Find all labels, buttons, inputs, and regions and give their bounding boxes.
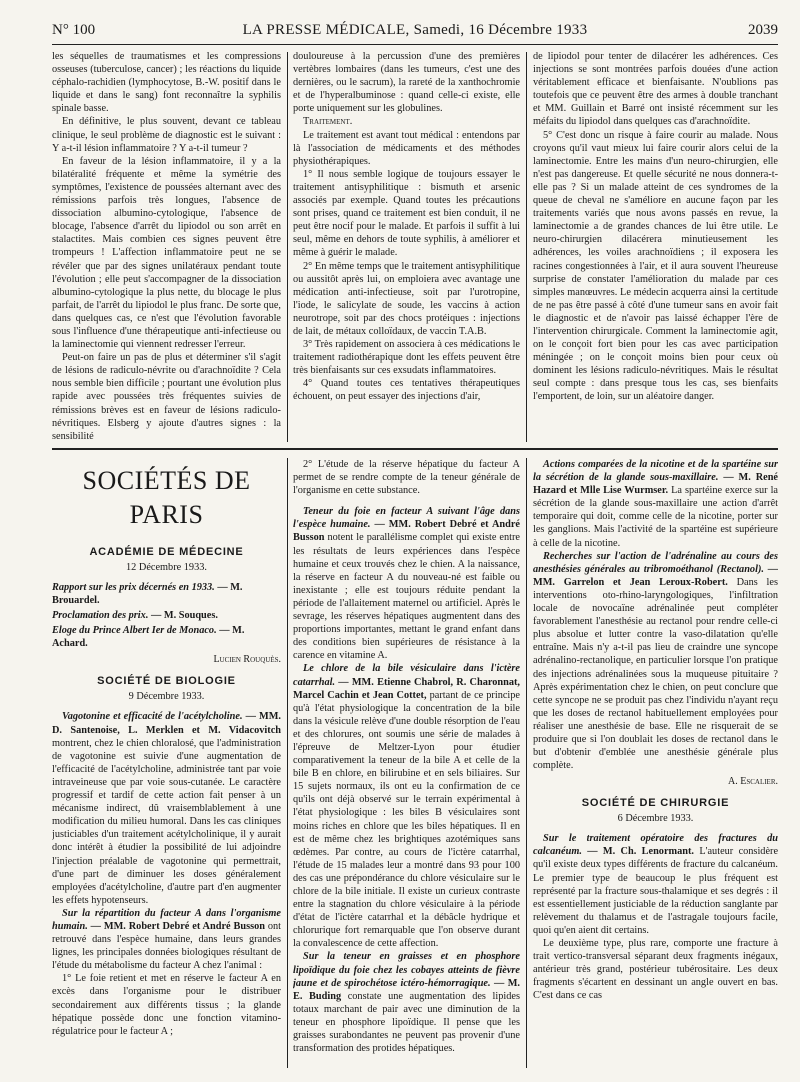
abstract-paragraph: Recherches sur l'action de l'adrénaline au cours des anesthésies générales au tribromoéthanol (Rectanol). — MM. Garrelon et Jean Leroux-Robert. Dans les interventions oto-rhino-laryngologiques, l'infiltration locale de novocaïne adrénalinée peut compléter favorablement l'anesthésie au rectanol pour rendre celle-ci plus absolue et lutter contre la vaso-dilatation qu'elle entraîne. Mais n'y a-t-il pas lieu de craindre une syncope adrénalino-rectanolique, en particulier lorsque l'on pratique des injections adrénalinées sous la muqueuse pituitaire ? Après expérimentation chez le chien, on peut conclure que cette syncope ne se produit pas chez l'individu n'ayant reçu que les doses de rectanol habituellement employées pour réaliser une anesthésie de base. Elle ne risquerait de se produire que si l'on doublait les doses de rectanol dans le but d'obtenir d'emblée une anesthésie générale plus complète. (533, 550, 778, 772)
running-header (52, 22, 778, 42)
column-divider (287, 458, 288, 1068)
page-number: 2039 (748, 22, 778, 38)
abstract-paragraph: Teneur du foie en facteur A suivant l'âge dans l'espèce humaine. — MM. Robert Debré et André Busson notent le parallélisme complet qui existe entre les résultats de leurs expériences dans l'espèce humaine et ceux trouvés chez le chien. A la naissance, la réserve en facteur A du nouveau-né est faible ou inexistante ; elle est toujours réduite pendant la période de l'allaitement maternel ou artificiel. Après le sevrage, les réserves hépatiques augmentent dans des proportions importantes, mettant le grand enfant dans des conditions bien supérieures de résistance à la carence en vitamine A. (293, 506, 520, 662)
section-heading: Traitement. (303, 116, 353, 128)
body-paragraph: 3° Très rapidement on associera à ces médications le traitement radiothérapique dont les effets peuvent être très bienfaisants sur ces exsudats inflammatoires. (293, 339, 520, 377)
body-paragraph: 1° Le foie retient et met en réserve le facteur A en excès dans l'organisme pour le distribuer secondairement aux différents tissus ; la glande hépatique possède donc une fonction vitamino-régulatrice pour le facteur A ; (52, 973, 281, 1037)
abstract-paragraph: Vagotonine et efficacité de l'acétylcholine. — MM. D. Santenoise, L. Merklen et M. Vidacovitch montrent, chez le chien chloralosé, que l'administration de vagotonine est suivie d'une augmentation de l'efficacité de l'acétylcholine, administrée tant par voie intraveineuse que par voie sous-cutanée. Le caractère progressif et tardif de cette action fait penser à un mécanisme indirect, dû vraisemblablement à une modification du milieu humoral. Dans les cas cliniques justiciables d'un traitement acétylcholinique, il y aurait donc intérêt à étudier la possibilité de lui adjoindre l'injection préalable de vagotonine qui permettrait, d'une part de diminuer les doses généralement employées d'acétylcholine, d'autre part d'en augmenter les effets hypotenseurs. (52, 711, 281, 906)
entry-item: Eloge du Prince Albert Ier de Monaco. — M. Achard. (52, 625, 245, 650)
session-date: 9 Décembre 1933. (128, 691, 205, 703)
body-paragraph: Peut-on faire un pas de plus et déterminer s'il s'agit de lésions de radiculo-névrite ou d'arachnoïdite ? Cela nous semble bien difficile ; pourtant une évolution plus rapide avec poussées très fréquentes suivies de rémissions brèves est en faveur de lésions radiculo-névritiques. Elsberg y ajoute d'autres signes : la sensibilité (52, 352, 281, 442)
author-signature: A. Escalier. (728, 776, 778, 788)
top-column-3 (533, 50, 778, 445)
body-paragraph: En faveur de la lésion inflammatoire, il y a la bilatéralité fréquente et même la symétrie des symptômes, l'existence de poussées alternant avec des rémissions parfois très longues, l'absence de dissociation albumino-cytologique, l'absence de blocage, l'absence d'arrêt du lipiodol ou son arrêt en stalactites. Mais combien ces signes peuvent être trompeurs ! L'affection inflammatoire peut ne se révéler que par des signes unilatéraux pendant toute l'évolution ; elle peut s'accompagner de la dissociation albumino-cytologique la plus nette, du blocage le plus parfait, de l'arrêt du lipiodol le plus franc. De sorte que, dans quelques cas, ce n'est que l'évolution favorable sous l'influence d'une thérapeutique anti-infectieuse ou la laminectomie qui viennent redresser l'erreur. (52, 155, 281, 351)
bottom-column-3 (533, 458, 778, 1070)
column-divider (287, 52, 288, 442)
entry-item: Proclamation des prix. — M. Souques. (52, 610, 218, 622)
body-paragraph: Le traitement est avant tout médical : entendons par là l'association de médicaments et des méthodes physiothérapiques. (293, 129, 520, 167)
abstract-paragraph: Actions comparées de la nicotine et de la spartéine sur la sécrétion de la glande sous-maxillaire. — M. René Hazard et Mlle Lise Wurmser. La spartéine exerce sur la sécrétion de la glande sous-maxillaire une action d'arrêt temporaire qui doit, comme celle de la nicotine, porter sur les ganglions. Mais l'activité de la spartéine est supérieure à celle de la nicotine. (533, 459, 778, 549)
abstract-paragraph: Sur la répartition du facteur A dans l'organisme humain. — MM. Robert Debré et André Busson ont retrouvé dans l'espèce humaine, dans leurs grandes lignes, les principales données biologiques résultant de l'étude du métabolisme du facteur A chez l'animal : (52, 907, 281, 972)
top-column-2 (293, 50, 520, 445)
body-paragraph: de lipiodol pour tenter de dilacérer les adhérences. Ces injections se sont montrées parfois douées d'une action véritablement efficace et bienfaisante. N'oublions pas toutefois que ce peuvent être des armes à double tranchant et MM. Guillain et Barré ont insisté récemment sur les méfaits du lipiodol dans quelques cas d'arachnoïdite. (533, 51, 778, 128)
entry-item: Rapport sur les prix décernés en 1933. — M. Brouardel. (52, 582, 243, 607)
body-paragraph: 2° En même temps que le traitement antisyphilitique ou aussitôt après lui, on emploiera avec avantage une médication anti-infectieuse, soit par l'urotropine, l'iode, le salicylate de soude, les vaccins à action neurotrope, soit par des chocs protéiques : injections de lait, de métaux colloïdaux, de vaccin T.A.B. (293, 260, 520, 337)
section-title-chirurgie: SOCIÉTÉ DE CHIRURGIE (581, 797, 730, 810)
session-date: 12 Décembre 1933. (126, 562, 207, 573)
section-rule (52, 448, 778, 450)
body-paragraph: Le deuxième type, plus rare, comporte une fracture à trait vertico-transversal séparant deux fragments inégaux, antérieur très grand, postérieur tubérositaire. Les deux fragments s'écartent en dessinant un angle ouvert en bas. C'est dans ce cas (533, 938, 778, 1002)
issue-number: N° 100 (52, 22, 96, 38)
body-paragraph: 1° Il nous semble logique de toujours essayer le traitement antisyphilitique : bismuth et arsenic associés par exemple. Quand toutes les précautions sont prises, quand ce traitement est bien conduit, il ne peut être nocif pour le malade. Et parfois il suffit à lui seul, même en dehors de toute syphilis, à améliorer et même à guérir le malade. (293, 168, 520, 259)
abstract-paragraph: Le chlore de la bile vésiculaire dans l'ictère catarrhal. — MM. Etienne Chabrol, R. Charonnat, Marcel Cachin et Jean Cottet, partant de ce principe qu'à l'état physiologique la concentration de la bile dans la vésicule relève d'une double résorption de l'eau et des chlorures, ont soumis une série de malades à l'épreuve de Meltzer-Lyon pour étudier comparativement la teneur de la bile A et celle de la bile B en chlore, en bilirubine et en sels biliaires. Sur 15 sujets normaux, ils ont eu la confirmation de ce qu'ils ont déjà observé sur le terrain expérimental à l'état physiologique : les biles B vésiculaires sont moins riches en chlore que les biles hépatiques. Il en est de même chez les brightiques azotémiques sans œdèmes. Par contre, au cours de l'ictère catarrhal, l'étude de 15 malades leur a montré dans 93 pour 100 des cas une prépondérance du chlore vésiculaire sur le chlore de la bile initiale. Il existe un curieux contraste entre la stagnation du chlore vésiculaire à la période d'état de l'ictère catarrhal et la débâcle hydrique et chlorurique fort remarquable que l'on observe durant la convalescence de cette affection. (293, 663, 520, 950)
session-date: 6 Décembre 1933. (617, 813, 694, 825)
top-column-1 (52, 50, 281, 445)
bottom-column-1 (52, 458, 281, 1070)
column-divider (526, 458, 527, 1068)
abstract-paragraph: Sur la teneur en graisses et en phosphore lipoïdique du foie chez les cobayes atteints de fièvre jaune et de spirochétose ictéro-hémorragique. — M. E. Buding constate une augmentation des lipides totaux marchant de pair avec une diminution de la teneur en phosphore lipoïdique. Il pense que les graisses surabondantes ne peuvent pas provenir d'une transformation des protides hépatiques. (293, 951, 520, 1055)
column-divider (526, 52, 527, 442)
body-paragraph: 2° L'étude de la réserve hépatique du facteur A permet de se rendre compte de la teneur générale de l'organisme en cette substance. (293, 459, 520, 497)
section-title-biologie: SOCIÉTÉ DE BIOLOGIE (97, 675, 236, 688)
abstract-paragraph: Sur le traitement opératoire des fractures du calcanéum. — M. Ch. Lenormant. L'auteur considère qu'il existe deux types différents de fracture du calcanéum. Le premier type de beaucoup le plus fréquent est représenté par la fracture sous-thalamique et ses degrés : il est essentiellement justiciable de la réduction sanglante par relèvement du thalamus et de l'astragale toujours facile, quoi qu'en aient dit certains. (533, 833, 778, 936)
body-paragraph: 4° Quand toutes ces tentatives thérapeutiques échouent, on peut essayer des injections d'air, (293, 378, 520, 403)
bottom-column-2 (293, 458, 520, 1070)
body-paragraph: 5° C'est donc un risque à faire courir au malade. Nous croyons qu'il vaut mieux lui faire courir alors celui de la laminectomie. Entre les mains d'un neuro-chirurgien, elle n'est pas dangereuse. Et quelle sécurité ne nous donnera-t-elle pas ? Si un malade atteint de ces syndromes de la queue de cheval ne s'améliore en aucune façon par les traitements variés que nous avons passés en revue, la laminectomie a de grandes chances de lui être utile. Le neuro-chirurgien dilacérera minutieusement les adhérences, les voiles arachnoïdiens ; il exposera les racines congestionnées à l'air, et il aura souvent l'heureuse surprise de constater l'amélioration du malade par ces simples manœuvres. Le médecin acquerra ainsi la certitude de ne pas être passé à côté d'une tumeur sans en avoir fait le diagnostic et de n'avoir pas laissé échapper l'ère de l'intervention chirurgicale. Comment la laminectomie agit, on le conçoit fort bien pour les cas avec participation méningée ; on le conçoit moins bien pour ceux où dominent les lésions radiculo-névritiques. Mais le résultat seul compte : dans presque tous les cas, ses bienfaits l'emportent, de loin, sur un aléatoire danger. (533, 129, 778, 403)
masthead-societes: SOCIÉTÉS DE PARIS (82, 466, 251, 529)
journal-title: LA PRESSE MÉDICALE, Samedi, 16 Décembre 1933 (242, 22, 588, 38)
body-paragraph: douloureuse à la percussion d'une des premières vertèbres lombaires (dans les tumeurs, c'est une des dernières, ou le sacrum), la rareté de la xanthochromie et de l'hyperalbuminose : quand celle-ci existe, elle porte uniquement sur les globulines. (293, 51, 520, 115)
section-title-academie: ACADÉMIE DE MÉDECINE (89, 546, 244, 558)
body-paragraph: les séquelles de traumatismes et les compressions osseuses (tuberculose, cancer) ; les réactions du liquide céphalo-rachidien (lymphocytose, B.-W. positif dans le liquide et dans le sang) font reconnaître la syphilis spinale basse. (52, 51, 281, 115)
body-paragraph: En définitive, le plus souvent, devant ce tableau clinique, le seul problème de diagnostic est le suivant : Y a-t-il lésion inflammatoire ? Y a-t-il tumeur ? (52, 116, 281, 154)
header-rule (52, 44, 778, 45)
author-signature: Lucien Rouquès. (213, 654, 281, 666)
